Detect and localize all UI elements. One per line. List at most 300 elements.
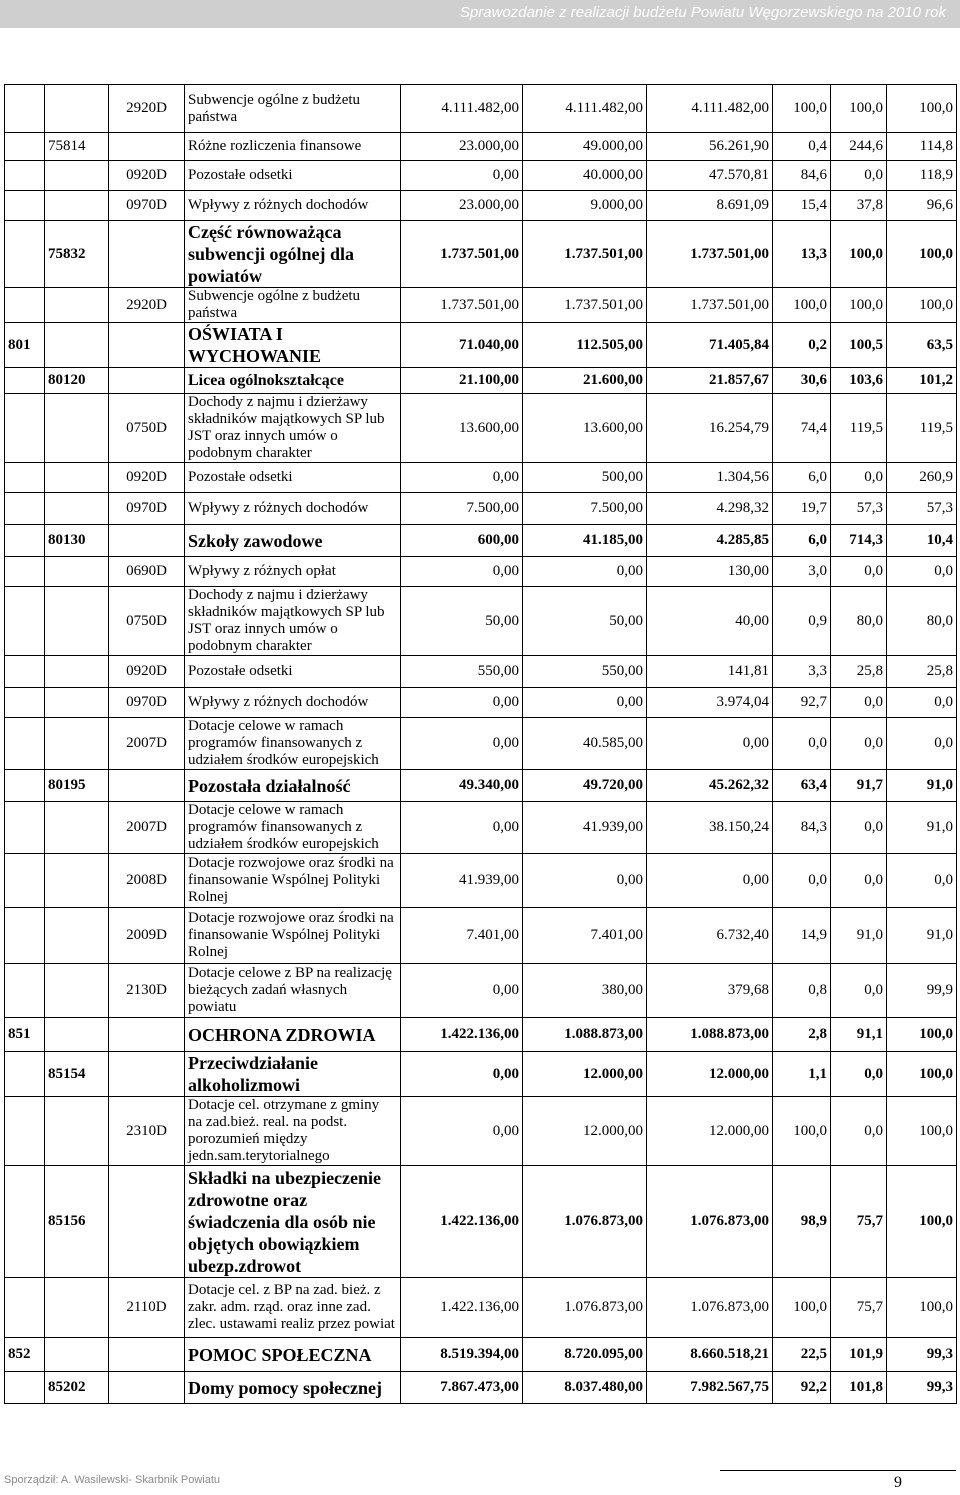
table-row: [5, 1338, 957, 1372]
cell-v3: 0,00: [647, 718, 773, 770]
cell-p1: 2,8: [773, 1018, 831, 1052]
cell-v1: 550,00: [401, 656, 523, 688]
cell-v1: 49.340,00: [401, 770, 523, 802]
cell-v2: 21.600,00: [523, 368, 647, 394]
cell-sec: [5, 557, 45, 587]
cell-v3: 3.974,04: [647, 688, 773, 718]
cell-v1: 0,00: [401, 557, 523, 587]
cell-par: 0920D: [109, 161, 185, 191]
cell-dz: [45, 1018, 109, 1052]
cell-name: Subwencje ogólne z budżetu państwa: [185, 85, 401, 133]
cell-p2: 91,1: [831, 1018, 887, 1052]
cell-p2: 75,7: [831, 1278, 887, 1338]
cell-p3: 10,4: [887, 525, 957, 557]
cell-v1: 0,00: [401, 718, 523, 770]
cell-sec: 851: [5, 1018, 45, 1052]
cell-sec: 801: [5, 323, 45, 368]
cell-p3: 100,0: [887, 1018, 957, 1052]
cell-dz: [45, 463, 109, 493]
cell-p1: 15,4: [773, 191, 831, 221]
cell-name: Wpływy z różnych dochodów: [185, 688, 401, 718]
cell-v1: 0,00: [401, 161, 523, 191]
cell-p3: 80,0: [887, 587, 957, 656]
cell-v1: 7.500,00: [401, 493, 523, 525]
cell-par: 0970D: [109, 191, 185, 221]
cell-par: [109, 525, 185, 557]
cell-p1: 74,4: [773, 394, 831, 463]
cell-v3: 56.261,90: [647, 133, 773, 161]
cell-v2: 49.000,00: [523, 133, 647, 161]
cell-v2: 7.401,00: [523, 908, 647, 964]
cell-v3: 1.076.873,00: [647, 1278, 773, 1338]
cell-p3: 63,5: [887, 323, 957, 368]
cell-name: Dotacje rozwojowe oraz środki na finansowanie Wspólnej Polityki Rolnej: [185, 908, 401, 964]
cell-p1: 0,0: [773, 854, 831, 908]
cell-dz: [45, 1278, 109, 1338]
cell-sec: [5, 688, 45, 718]
cell-p3: 100,0: [887, 1052, 957, 1097]
cell-p3: 91,0: [887, 908, 957, 964]
cell-v1: 23.000,00: [401, 133, 523, 161]
cell-p3: 0,0: [887, 854, 957, 908]
cell-name: Wpływy z różnych dochodów: [185, 493, 401, 525]
cell-v1: 0,00: [401, 1097, 523, 1166]
cell-sec: [5, 288, 45, 323]
cell-v2: 1.076.873,00: [523, 1166, 647, 1278]
cell-v3: 8.691,09: [647, 191, 773, 221]
cell-name: Część równoważąca subwencji ogólnej dla powiatów: [185, 221, 401, 288]
table-row: [5, 368, 957, 394]
cell-p1: 1,1: [773, 1052, 831, 1097]
cell-v3: 4.111.482,00: [647, 85, 773, 133]
cell-v3: 4.298,32: [647, 493, 773, 525]
cell-v2: 13.600,00: [523, 394, 647, 463]
cell-p1: 92,7: [773, 688, 831, 718]
cell-p1: 3,0: [773, 557, 831, 587]
cell-p1: 0,0: [773, 718, 831, 770]
cell-v2: 12.000,00: [523, 1052, 647, 1097]
cell-v3: 7.982.567,75: [647, 1372, 773, 1404]
cell-name: Pozostałe odsetki: [185, 656, 401, 688]
cell-v1: 21.100,00: [401, 368, 523, 394]
cell-p3: 101,2: [887, 368, 957, 394]
cell-p2: 0,0: [831, 1097, 887, 1166]
table-row: [5, 191, 957, 221]
cell-v2: 1.737.501,00: [523, 221, 647, 288]
table-row: [5, 1372, 957, 1404]
cell-p2: 244,6: [831, 133, 887, 161]
cell-dz: [45, 718, 109, 770]
cell-v2: 41.939,00: [523, 802, 647, 854]
cell-sec: [5, 587, 45, 656]
cell-p2: 25,8: [831, 656, 887, 688]
cell-v3: 40,00: [647, 587, 773, 656]
cell-p1: 6,0: [773, 463, 831, 493]
cell-v1: 1.422.136,00: [401, 1278, 523, 1338]
cell-p3: 91,0: [887, 802, 957, 854]
cell-v1: 4.111.482,00: [401, 85, 523, 133]
cell-v3: 1.737.501,00: [647, 221, 773, 288]
cell-sec: [5, 133, 45, 161]
cell-p2: 0,0: [831, 161, 887, 191]
cell-par: [109, 1018, 185, 1052]
cell-v1: 0,00: [401, 964, 523, 1018]
cell-sec: [5, 191, 45, 221]
cell-name: Licea ogólnokształcące: [185, 368, 401, 394]
cell-v2: 1.737.501,00: [523, 288, 647, 323]
cell-dz: [45, 802, 109, 854]
cell-p3: 96,6: [887, 191, 957, 221]
cell-v3: 47.570,81: [647, 161, 773, 191]
cell-p2: 0,0: [831, 688, 887, 718]
cell-p3: 100,0: [887, 1097, 957, 1166]
table-row: [5, 908, 957, 964]
cell-name: Pozostała działalność: [185, 770, 401, 802]
table-row: [5, 964, 957, 1018]
cell-par: 2130D: [109, 964, 185, 1018]
cell-par: 2007D: [109, 718, 185, 770]
cell-v3: 38.150,24: [647, 802, 773, 854]
cell-name: Dotacje celowe z BP na realizację bieżących zadań własnych powiatu: [185, 964, 401, 1018]
cell-dz: [45, 1338, 109, 1372]
table-row: [5, 493, 957, 525]
cell-p3: 99,9: [887, 964, 957, 1018]
cell-v1: 13.600,00: [401, 394, 523, 463]
cell-name: Różne rozliczenia finansowe: [185, 133, 401, 161]
cell-p1: 0,2: [773, 323, 831, 368]
cell-v1: 0,00: [401, 688, 523, 718]
cell-par: [109, 770, 185, 802]
cell-v2: 40.000,00: [523, 161, 647, 191]
cell-name: Dochody z najmu i dzierżawy składników majątkowych SP lub JST oraz innych umów o podobnym charakter: [185, 587, 401, 656]
cell-p2: 101,9: [831, 1338, 887, 1372]
cell-dz: 85202: [45, 1372, 109, 1404]
cell-v3: 21.857,67: [647, 368, 773, 394]
cell-p2: 101,8: [831, 1372, 887, 1404]
cell-v1: 41.939,00: [401, 854, 523, 908]
cell-p2: 37,8: [831, 191, 887, 221]
cell-name: Subwencje ogólne z budżetu państwa: [185, 288, 401, 323]
cell-p3: 25,8: [887, 656, 957, 688]
cell-dz: 85156: [45, 1166, 109, 1278]
cell-p2: 119,5: [831, 394, 887, 463]
cell-name: Dotacje cel. otrzymane z gminy na zad.bież. real. na podst. porozumień między jedn.sam.terytorialnego: [185, 1097, 401, 1166]
cell-sec: [5, 525, 45, 557]
cell-v1: 50,00: [401, 587, 523, 656]
cell-p1: 100,0: [773, 1097, 831, 1166]
cell-dz: [45, 323, 109, 368]
table-row: [5, 288, 957, 323]
cell-p1: 19,7: [773, 493, 831, 525]
cell-v2: 0,00: [523, 854, 647, 908]
cell-par: 2009D: [109, 908, 185, 964]
table-row: [5, 133, 957, 161]
cell-dz: 75832: [45, 221, 109, 288]
cell-p3: 118,9: [887, 161, 957, 191]
cell-v1: 0,00: [401, 463, 523, 493]
cell-v1: 1.737.501,00: [401, 221, 523, 288]
cell-name: Dotacje celowe w ramach programów finansowanych z udziałem środków europejskich: [185, 718, 401, 770]
cell-par: 2110D: [109, 1278, 185, 1338]
cell-sec: [5, 656, 45, 688]
cell-name: OŚWIATA I WYCHOWANIE: [185, 323, 401, 368]
cell-p1: 14,9: [773, 908, 831, 964]
table-row: [5, 688, 957, 718]
cell-p3: 260,9: [887, 463, 957, 493]
cell-p2: 0,0: [831, 802, 887, 854]
cell-name: Wpływy z różnych opłat: [185, 557, 401, 587]
cell-v3: 12.000,00: [647, 1052, 773, 1097]
cell-p3: 114,8: [887, 133, 957, 161]
table-row: [5, 525, 957, 557]
cell-p2: 714,3: [831, 525, 887, 557]
cell-v1: 7.401,00: [401, 908, 523, 964]
cell-p1: 98,9: [773, 1166, 831, 1278]
cell-par: 2310D: [109, 1097, 185, 1166]
cell-v1: 0,00: [401, 1052, 523, 1097]
table-row: [5, 656, 957, 688]
cell-p1: 100,0: [773, 85, 831, 133]
cell-par: 2007D: [109, 802, 185, 854]
cell-p1: 0,4: [773, 133, 831, 161]
cell-p1: 0,9: [773, 587, 831, 656]
cell-dz: 80120: [45, 368, 109, 394]
cell-par: [109, 133, 185, 161]
cell-par: 0750D: [109, 587, 185, 656]
cell-dz: [45, 161, 109, 191]
cell-p3: 100,0: [887, 85, 957, 133]
cell-v3: 8.660.518,21: [647, 1338, 773, 1372]
cell-v1: 1.422.136,00: [401, 1166, 523, 1278]
cell-v2: 12.000,00: [523, 1097, 647, 1166]
cell-p1: 100,0: [773, 288, 831, 323]
cell-p3: 0,0: [887, 688, 957, 718]
cell-p1: 63,4: [773, 770, 831, 802]
cell-sec: [5, 1372, 45, 1404]
cell-p1: 6,0: [773, 525, 831, 557]
cell-p3: 99,3: [887, 1372, 957, 1404]
cell-name: OCHRONA ZDROWIA: [185, 1018, 401, 1052]
cell-p1: 100,0: [773, 1278, 831, 1338]
cell-p2: 0,0: [831, 557, 887, 587]
cell-v3: 16.254,79: [647, 394, 773, 463]
cell-dz: [45, 191, 109, 221]
cell-v2: 500,00: [523, 463, 647, 493]
table-row: [5, 394, 957, 463]
cell-v2: 8.720.095,00: [523, 1338, 647, 1372]
table-row: [5, 463, 957, 493]
cell-v2: 49.720,00: [523, 770, 647, 802]
cell-name: Dochody z najmu i dzierżawy składników majątkowych SP lub JST oraz innych umów o podobnym charakter: [185, 394, 401, 463]
cell-p3: 99,3: [887, 1338, 957, 1372]
cell-v2: 0,00: [523, 557, 647, 587]
cell-dz: [45, 394, 109, 463]
cell-name: Dotacje rozwojowe oraz środki na finansowanie Wspólnej Polityki Rolnej: [185, 854, 401, 908]
cell-sec: [5, 493, 45, 525]
cell-v3: 71.405,84: [647, 323, 773, 368]
cell-p2: 91,0: [831, 908, 887, 964]
cell-v1: 1.422.136,00: [401, 1018, 523, 1052]
cell-dz: [45, 854, 109, 908]
table-row: [5, 802, 957, 854]
cell-p2: 100,0: [831, 221, 887, 288]
cell-v3: 1.088.873,00: [647, 1018, 773, 1052]
cell-p3: 91,0: [887, 770, 957, 802]
cell-par: [109, 1166, 185, 1278]
cell-sec: [5, 368, 45, 394]
cell-v3: 1.076.873,00: [647, 1166, 773, 1278]
table-row: [5, 161, 957, 191]
cell-p2: 75,7: [831, 1166, 887, 1278]
cell-p3: 0,0: [887, 718, 957, 770]
cell-v2: 4.111.482,00: [523, 85, 647, 133]
cell-p3: 119,5: [887, 394, 957, 463]
cell-sec: [5, 221, 45, 288]
cell-v2: 1.088.873,00: [523, 1018, 647, 1052]
cell-sec: [5, 85, 45, 133]
cell-p1: 92,2: [773, 1372, 831, 1404]
cell-v3: 1.737.501,00: [647, 288, 773, 323]
cell-par: [109, 368, 185, 394]
cell-p2: 103,6: [831, 368, 887, 394]
cell-par: [109, 1052, 185, 1097]
cell-p2: 100,5: [831, 323, 887, 368]
cell-v1: 600,00: [401, 525, 523, 557]
table-row: [5, 770, 957, 802]
cell-dz: [45, 85, 109, 133]
cell-p3: 100,0: [887, 1278, 957, 1338]
table-row: [5, 854, 957, 908]
cell-dz: [45, 964, 109, 1018]
cell-par: 0920D: [109, 656, 185, 688]
cell-name: Pozostałe odsetki: [185, 463, 401, 493]
cell-sec: [5, 908, 45, 964]
cell-sec: [5, 161, 45, 191]
table-row: [5, 1018, 957, 1052]
page-number: 9: [894, 1474, 902, 1491]
cell-dz: [45, 587, 109, 656]
table-row: [5, 85, 957, 133]
cell-sec: 852: [5, 1338, 45, 1372]
cell-p2: 0,0: [831, 854, 887, 908]
cell-sec: [5, 1097, 45, 1166]
cell-v3: 4.285,85: [647, 525, 773, 557]
cell-v3: 6.732,40: [647, 908, 773, 964]
cell-p3: 57,3: [887, 493, 957, 525]
cell-dz: [45, 288, 109, 323]
cell-v2: 50,00: [523, 587, 647, 656]
cell-v2: 7.500,00: [523, 493, 647, 525]
cell-dz: [45, 557, 109, 587]
cell-v1: 71.040,00: [401, 323, 523, 368]
cell-v1: 1.737.501,00: [401, 288, 523, 323]
cell-par: 2008D: [109, 854, 185, 908]
footer-author: Sporządził: A. Wasilewski- Skarbnik Powiatu: [4, 1474, 221, 1486]
cell-p2: 80,0: [831, 587, 887, 656]
cell-p1: 84,3: [773, 802, 831, 854]
cell-v1: 7.867.473,00: [401, 1372, 523, 1404]
table-row: [5, 1166, 957, 1278]
cell-par: [109, 1372, 185, 1404]
cell-par: [109, 1338, 185, 1372]
cell-p3: 100,0: [887, 288, 957, 323]
cell-dz: [45, 493, 109, 525]
cell-v1: 0,00: [401, 802, 523, 854]
cell-par: 0750D: [109, 394, 185, 463]
cell-name: Szkoły zawodowe: [185, 525, 401, 557]
cell-v2: 40.585,00: [523, 718, 647, 770]
cell-sec: [5, 1166, 45, 1278]
cell-sec: [5, 394, 45, 463]
cell-dz: [45, 656, 109, 688]
cell-v3: 45.262,32: [647, 770, 773, 802]
cell-par: 2920D: [109, 288, 185, 323]
cell-p2: 0,0: [831, 964, 887, 1018]
cell-sec: [5, 770, 45, 802]
cell-par: [109, 221, 185, 288]
footer-rule: [720, 1470, 956, 1471]
cell-v3: 141,81: [647, 656, 773, 688]
cell-v3: 0,00: [647, 854, 773, 908]
cell-p1: 84,6: [773, 161, 831, 191]
cell-par: 2920D: [109, 85, 185, 133]
cell-v2: 9.000,00: [523, 191, 647, 221]
cell-par: 0970D: [109, 688, 185, 718]
cell-p2: 0,0: [831, 463, 887, 493]
cell-v3: 1.304,56: [647, 463, 773, 493]
cell-dz: [45, 908, 109, 964]
cell-p1: 13,3: [773, 221, 831, 288]
cell-v2: 1.076.873,00: [523, 1278, 647, 1338]
cell-p2: 57,3: [831, 493, 887, 525]
table-row: [5, 1097, 957, 1166]
cell-p1: 3,3: [773, 656, 831, 688]
cell-v2: 380,00: [523, 964, 647, 1018]
cell-dz: [45, 1097, 109, 1166]
cell-par: 0970D: [109, 493, 185, 525]
table-row: [5, 718, 957, 770]
cell-v3: 379,68: [647, 964, 773, 1018]
cell-dz: 85154: [45, 1052, 109, 1097]
cell-v2: 550,00: [523, 656, 647, 688]
cell-par: 0920D: [109, 463, 185, 493]
cell-v2: 41.185,00: [523, 525, 647, 557]
cell-sec: [5, 802, 45, 854]
budget-table: [4, 84, 957, 1404]
cell-p2: 100,0: [831, 85, 887, 133]
cell-sec: [5, 964, 45, 1018]
table-row: [5, 557, 957, 587]
cell-v3: 130,00: [647, 557, 773, 587]
table-row: [5, 323, 957, 368]
cell-sec: [5, 463, 45, 493]
cell-sec: [5, 1278, 45, 1338]
cell-p1: 0,8: [773, 964, 831, 1018]
cell-dz: 80195: [45, 770, 109, 802]
cell-v3: 12.000,00: [647, 1097, 773, 1166]
cell-v2: 0,00: [523, 688, 647, 718]
cell-name: Domy pomocy społecznej: [185, 1372, 401, 1404]
cell-v1: 8.519.394,00: [401, 1338, 523, 1372]
cell-p3: 0,0: [887, 557, 957, 587]
table-row: [5, 1052, 957, 1097]
cell-p1: 22,5: [773, 1338, 831, 1372]
cell-v2: 112.505,00: [523, 323, 647, 368]
cell-name: Dotacje cel. z BP na zad. bież. z zakr. adm. rząd. oraz inne zad. zlec. ustawami realiz przez powiat: [185, 1278, 401, 1338]
cell-p2: 100,0: [831, 288, 887, 323]
table-row: [5, 221, 957, 288]
cell-name: Pozostałe odsetki: [185, 161, 401, 191]
